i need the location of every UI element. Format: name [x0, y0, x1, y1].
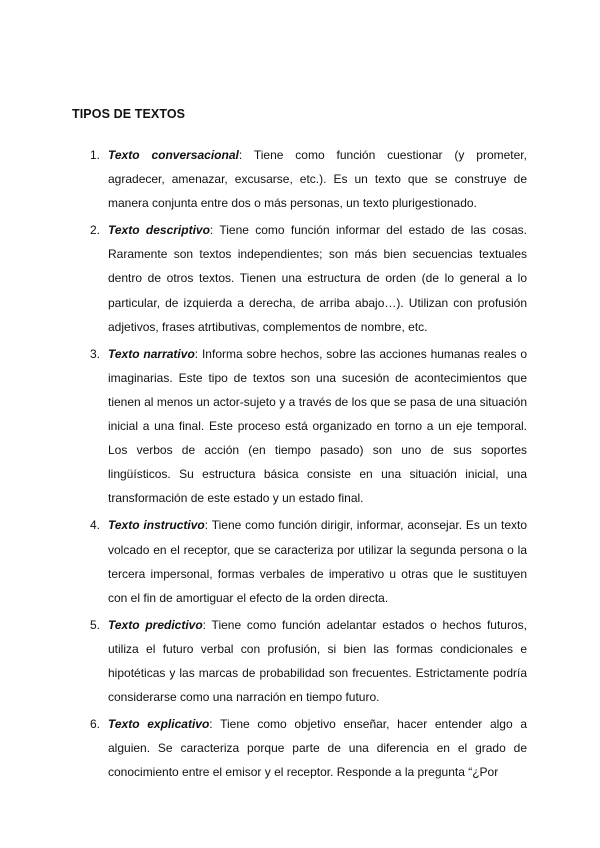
list-item-text: : Tiene como objetivo enseñar, hacer entender algo a alguien. Se caracteriza porque parte de una diferencia en el grado de conocimiento entre el emisor y el receptor. Responde a la pregunta “¿Por: [108, 717, 527, 780]
list-item: [0, 513, 600, 609]
list-item-body: [108, 712, 527, 784]
list-item: [0, 712, 600, 784]
list-item: [0, 218, 600, 338]
list-item: [0, 143, 600, 215]
list-item-text: : Tiene como función informar del estado de las cosas. Raramente son textos independientes; son más bien secuencias textuales dentro de otros textos. Tienen una estructura de orden (de lo general a lo particular, de izquierda a derecha, de arriba abajo…). Utilizan con profusión adjetivos, frases atrtibutivas, complementos de nombre, etc.: [108, 223, 527, 334]
text-types-list: [0, 143, 600, 787]
list-item-term: Texto instructivo: [108, 518, 205, 533]
list-item-number: 5.: [90, 617, 101, 632]
list-item-number: 1.: [90, 148, 101, 162]
document-title: TIPOS DE TEXTOS: [72, 107, 186, 121]
list-item-term: Texto predictivo: [108, 617, 203, 632]
list-item-term: Texto explicativo: [108, 717, 210, 732]
list-item-body: [108, 513, 527, 609]
list-item-text: : Tiene como función dirigir, informar, aconsejar. Es un texto volcado en el receptor, que se caracteriza por utilizar la segunda persona o la tercera impersonal, formas verbales de imperativo u otras que le sustituyen con el fin de amortiguar el efecto de la orden directa.: [108, 518, 528, 605]
list-item-term: Texto narrativo: [108, 346, 195, 361]
list-item-body: [108, 342, 527, 511]
list-item-number: 4.: [90, 518, 101, 533]
list-item: [0, 342, 600, 511]
list-item-body: [108, 218, 527, 338]
list-item-number: 2.: [90, 223, 101, 238]
list-item-number: 6.: [90, 717, 101, 732]
list-item-term: Texto descriptivo: [108, 223, 210, 238]
list-item-number: 3.: [90, 346, 101, 361]
list-item-body: [108, 613, 527, 709]
list-item: [0, 613, 600, 709]
list-item-term: Texto conversacional: [108, 148, 239, 162]
list-item-text: : Tiene como función adelantar estados o hechos futuros, utiliza el futuro verbal con profusión, si bien las formas condicionales e hipotéticas y las marcas de probabilidad son frecuentes. Estrictamente podría considerarse como una narración en tiempo futuro.: [108, 617, 527, 705]
list-item-body: [108, 143, 527, 215]
list-item-text: : Tiene como función cuestionar (y prometer, agradecer, amenazar, excusarse, etc.). Es un texto que se construye de manera conjunta entre dos o más personas, un texto plurigestionado.: [108, 148, 527, 211]
list-item-text: : Informa sobre hechos, sobre las acciones humanas reales o imaginarias. Este tipo de textos son una sucesión de acontecimientos que tienen al menos un actor-sujeto y a través de los que se pasa de una situación inicial a una final. Este proceso está organizado en torno a un eje temporal. Los verbos de acción (en tiempo pasado) son uno de sus soportes lingüísticos. Su estructura básica consiste en una situación inicial, una transformación de este estado y un estado final.: [108, 346, 528, 506]
